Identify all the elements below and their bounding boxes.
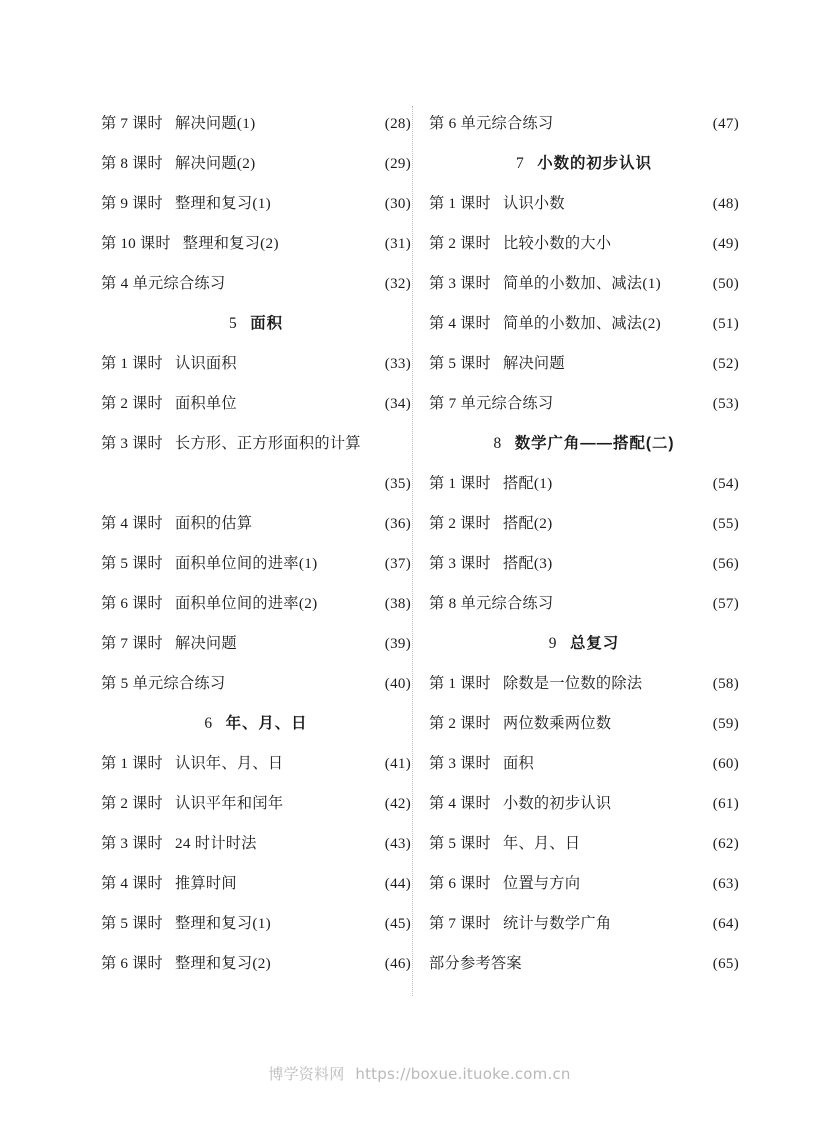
toc-entry-row[interactable]: [429, 824, 739, 864]
toc-section-number: 8: [493, 435, 502, 452]
toc-entry-row[interactable]: [429, 944, 739, 984]
dot-leader: [242, 354, 362, 368]
toc-entry-continuation-row[interactable]: [101, 464, 411, 504]
toc-entry-row[interactable]: [101, 864, 411, 904]
dot-leader: [558, 554, 690, 568]
toc-entry-row[interactable]: [429, 544, 739, 584]
toc-entry-lesson: 第 4 课时: [429, 315, 491, 332]
toc-entry-title: 认识面积: [174, 355, 237, 372]
toc-entry-title: 长方形、正方形面积的计算: [174, 435, 361, 452]
dot-leader: [570, 354, 690, 368]
toc-entry-page-number: (55): [712, 516, 739, 532]
toc-entry-title: 部分参考答案: [429, 955, 522, 972]
toc-entry-lesson: 第 9 课时: [101, 195, 163, 212]
toc-entry-title: 解决问题(2): [174, 155, 256, 172]
toc-entry-page-number: (64): [712, 916, 739, 932]
dot-leader: [288, 794, 362, 808]
toc-entry-page-number: (63): [712, 876, 739, 892]
toc-entry-lesson: 第 7 课时: [101, 635, 163, 652]
toc-entry-page-number: (52): [712, 356, 739, 372]
dot-leader: [242, 394, 362, 408]
toc-entry-page-number: (35): [384, 476, 411, 492]
toc-entry-row[interactable]: [429, 344, 739, 384]
toc-entry-lesson: 第 3 课时: [429, 555, 491, 572]
toc-entry-title: 比较小数的大小: [502, 235, 612, 252]
toc-entry-page-number: (32): [384, 276, 411, 292]
watermark: [0, 1063, 839, 1084]
toc-entry-title: 第 4 单元综合练习: [101, 275, 226, 292]
toc-section-title: 数学广角——搭配(二): [514, 435, 675, 452]
dot-leader: [559, 594, 691, 608]
toc-entry-row[interactable]: [101, 504, 411, 544]
toc-entry-title: 面积单位间的进率(1): [174, 555, 318, 572]
dot-leader: [288, 754, 362, 768]
toc-entry-title: 整理和复习(1): [174, 915, 271, 932]
toc-entry-lesson: 第 3 课时: [101, 835, 163, 852]
toc-entry-title: 两位数乘两位数: [502, 715, 612, 732]
toc-entry-row[interactable]: [101, 744, 411, 784]
toc-entry-title: 认识年、月、日: [174, 755, 284, 772]
toc-entry-page-number: (53): [712, 396, 739, 412]
toc-section-number: 6: [204, 715, 213, 732]
toc-right-column: [429, 104, 739, 984]
toc-entry-row[interactable]: [429, 904, 739, 944]
toc-entry-page-number: (38): [384, 596, 411, 612]
toc-entry-row[interactable]: [101, 544, 411, 584]
toc-entry-lesson: 第 6 课时: [429, 875, 491, 892]
toc-entry-lesson: 第 1 课时: [429, 195, 491, 212]
toc-entry-row[interactable]: [101, 624, 411, 664]
toc-entry-title: 整理和复习(2): [174, 955, 271, 972]
toc-entry-page-number: (44): [384, 876, 411, 892]
toc-entry-page-number: (34): [384, 396, 411, 412]
dot-leader: [558, 514, 690, 528]
toc-entry-page-number: (30): [384, 196, 411, 212]
toc-entry-page-number: (49): [712, 236, 739, 252]
toc-entry-lesson: 第 3 课时: [429, 755, 491, 772]
toc-entry-page-number: (51): [712, 316, 739, 332]
dot-leader: [666, 314, 690, 328]
dot-leader: [128, 474, 362, 488]
toc-entry-title: 推算时间: [174, 875, 237, 892]
toc-entry-row[interactable]: [101, 264, 411, 304]
toc-entry-title: 搭配(3): [502, 555, 553, 572]
toc-entry-row[interactable]: [429, 464, 739, 504]
toc-entry-lesson: 第 5 课时: [429, 355, 491, 372]
dot-leader: [616, 794, 690, 808]
toc-entry-title: 面积: [502, 755, 534, 772]
toc-section-number: 9: [548, 635, 557, 652]
toc-section-heading: [429, 624, 739, 664]
toc-entry-row[interactable]: [101, 664, 411, 704]
toc-section-heading: [429, 424, 739, 464]
toc-entry-row[interactable]: [101, 824, 411, 864]
dot-leader: [262, 834, 362, 848]
dot-leader: [616, 234, 690, 248]
toc-entry-title: 认识平年和闰年: [174, 795, 284, 812]
dot-leader: [666, 274, 690, 288]
toc-entry-page-number: (60): [712, 756, 739, 772]
toc-entry-row[interactable]: [101, 224, 411, 264]
toc-entry-row[interactable]: [429, 704, 739, 744]
dot-leader: [276, 954, 362, 968]
toc-entry-title: 认识小数: [502, 195, 565, 212]
toc-entry-lesson: 第 4 课时: [429, 795, 491, 812]
toc-entry-lesson: 第 2 课时: [429, 235, 491, 252]
toc-entry-row[interactable]: [101, 344, 411, 384]
toc-entry-title: 搭配(1): [502, 475, 553, 492]
toc-entry-row[interactable]: [429, 304, 739, 344]
toc-entry-lesson: 第 2 课时: [101, 795, 163, 812]
toc-entry-lesson: 第 8 课时: [101, 155, 163, 172]
toc-entry-lesson: 第 2 课时: [429, 715, 491, 732]
toc-entry-lesson: 第 3 课时: [429, 275, 491, 292]
dot-leader: [616, 914, 690, 928]
toc-entry-lesson: 第 3 课时: [101, 435, 163, 452]
toc-entry-title: 小数的初步认识: [502, 795, 612, 812]
toc-entry-title: 整理和复习(1): [174, 195, 271, 212]
toc-section-heading: [429, 144, 739, 184]
toc-entry-page-number: (50): [712, 276, 739, 292]
toc-entry-row[interactable]: [101, 584, 411, 624]
toc-entry-page-number: (46): [384, 956, 411, 972]
toc-entry-page-number: (57): [712, 596, 739, 612]
toc-entry-title: 第 7 单元综合练习: [429, 395, 554, 412]
toc-entry-lesson: 第 6 课时: [101, 955, 163, 972]
toc-entry-page-number: (62): [712, 836, 739, 852]
toc-section-number: 5: [229, 315, 238, 332]
toc-entry-title: 除数是一位数的除法: [502, 675, 643, 692]
toc-entry-title: 年、月、日: [502, 835, 581, 852]
toc-entry-lesson: 第 5 课时: [101, 555, 163, 572]
dot-leader: [261, 154, 362, 168]
toc-entry-page-number: (59): [712, 716, 739, 732]
toc-entry-row[interactable]: [429, 264, 739, 304]
toc-entry-row[interactable]: [101, 144, 411, 184]
toc-entry-lesson: 第 10 课时: [101, 235, 171, 252]
toc-entry-page-number: (56): [712, 556, 739, 572]
watermark-site-name: 博学资料网: [268, 1065, 345, 1083]
toc-entry-page-number: (40): [384, 676, 411, 692]
toc-entry-row[interactable]: [429, 864, 739, 904]
dot-leader: [231, 274, 363, 288]
toc-entry-row[interactable]: [429, 384, 739, 424]
toc-entry-title: 搭配(2): [502, 515, 553, 532]
toc-section-title: 小数的初步认识: [537, 155, 652, 172]
toc-section-title: 年、月、日: [225, 715, 308, 732]
toc-entry-page-number: (43): [384, 836, 411, 852]
dot-leader: [257, 514, 362, 528]
toc-entry-row[interactable]: [101, 184, 411, 224]
toc-entry-lesson: 第 1 课时: [429, 675, 491, 692]
dot-leader: [322, 594, 362, 608]
toc-left-column: [101, 104, 411, 984]
toc-entry-lesson: 第 7 课时: [429, 915, 491, 932]
dot-leader: [242, 634, 362, 648]
toc-entry-page-number: (36): [384, 516, 411, 532]
dot-leader: [616, 714, 690, 728]
toc-entry-row[interactable]: [429, 584, 739, 624]
toc-entry-title: 整理和复习(2): [182, 235, 279, 252]
toc-entry-title: 第 8 单元综合练习: [429, 595, 554, 612]
dot-leader: [366, 434, 402, 448]
toc-entry-row[interactable]: [429, 784, 739, 824]
toc-entry-page-number: (33): [384, 356, 411, 372]
toc-columns: [0, 104, 839, 984]
toc-entry-page-number: (61): [712, 796, 739, 812]
dot-leader: [559, 114, 691, 128]
dot-leader: [276, 194, 362, 208]
toc-entry-row[interactable]: [101, 104, 411, 144]
toc-entry-title: 解决问题: [502, 355, 565, 372]
toc-entry-page-number: (54): [712, 476, 739, 492]
toc-section-title: 总复习: [570, 635, 620, 652]
toc-entry-row[interactable]: [429, 184, 739, 224]
toc-entry-page-number: (29): [384, 156, 411, 172]
toc-entry-page-number: (41): [384, 756, 411, 772]
toc-entry-page-number: (37): [384, 556, 411, 572]
toc-section-number: 7: [516, 155, 525, 172]
dot-leader: [322, 554, 362, 568]
dot-leader: [527, 954, 690, 968]
toc-entry-title: 位置与方向: [502, 875, 581, 892]
toc-entry-title: 24 时计时法: [174, 835, 257, 852]
dot-leader: [647, 674, 690, 688]
toc-entry-lesson: 第 1 课时: [101, 355, 163, 372]
toc-entry-row[interactable]: [101, 904, 411, 944]
toc-entry-lesson: 第 4 课时: [101, 515, 163, 532]
toc-entry-lesson: 第 6 课时: [101, 595, 163, 612]
dot-leader: [570, 194, 690, 208]
toc-entry-page-number: (65): [712, 956, 739, 972]
dot-leader: [261, 114, 362, 128]
dot-leader: [284, 234, 362, 248]
dot-leader: [558, 474, 690, 488]
toc-entry-row[interactable]: [429, 104, 739, 144]
toc-entry-page-number: (42): [384, 796, 411, 812]
toc-section-heading: [101, 304, 411, 344]
toc-entry-row[interactable]: [101, 784, 411, 824]
toc-entry-row[interactable]: [429, 744, 739, 784]
toc-entry-lesson: 第 7 课时: [101, 115, 163, 132]
toc-entry-title: 统计与数学广角: [502, 915, 612, 932]
toc-entry-row[interactable]: [429, 664, 739, 704]
toc-entry-row[interactable]: [429, 224, 739, 264]
toc-entry-title: 简单的小数加、减法(1): [502, 275, 661, 292]
watermark-url: https://boxue.ituoke.com.cn: [355, 1065, 571, 1083]
toc-entry-title: 面积的估算: [174, 515, 253, 532]
dot-leader: [585, 874, 690, 888]
toc-entry-page-number: (39): [384, 636, 411, 652]
toc-section-title: 面积: [250, 315, 283, 332]
toc-entry-row[interactable]: [101, 944, 411, 984]
dot-leader: [585, 834, 690, 848]
toc-entry-title: 简单的小数加、减法(2): [502, 315, 661, 332]
toc-entry-page-number: (47): [712, 116, 739, 132]
toc-entry-page-number: (28): [384, 116, 411, 132]
dot-leader: [276, 914, 362, 928]
dot-leader: [539, 754, 690, 768]
toc-entry-title: 第 5 单元综合练习: [101, 675, 226, 692]
toc-entry-title: 面积单位: [174, 395, 237, 412]
toc-entry-lesson: 第 2 课时: [101, 395, 163, 412]
toc-entry-lesson: 第 5 课时: [101, 915, 163, 932]
toc-entry-title: 面积单位间的进率(2): [174, 595, 318, 612]
toc-entry-row[interactable]: [101, 384, 411, 424]
toc-entry-title: 解决问题(1): [174, 115, 256, 132]
toc-entry-row[interactable]: [429, 504, 739, 544]
toc-entry-title: 解决问题: [174, 635, 237, 652]
toc-entry-page-number: (45): [384, 916, 411, 932]
toc-entry-lesson: 第 1 课时: [429, 475, 491, 492]
toc-entry-lesson: 第 4 课时: [101, 875, 163, 892]
dot-leader: [242, 874, 362, 888]
toc-entry-page-number: (48): [712, 196, 739, 212]
toc-section-heading: [101, 704, 411, 744]
toc-entry-page-number: (31): [384, 236, 411, 252]
toc-entry-row[interactable]: [101, 424, 411, 464]
dot-leader: [559, 394, 691, 408]
toc-entry-lesson: 第 2 课时: [429, 515, 491, 532]
toc-entry-lesson: 第 1 课时: [101, 755, 163, 772]
toc-entry-lesson: 第 5 课时: [429, 835, 491, 852]
dot-leader: [231, 674, 363, 688]
toc-entry-page-number: (58): [712, 676, 739, 692]
toc-entry-title: 第 6 单元综合练习: [429, 115, 554, 132]
